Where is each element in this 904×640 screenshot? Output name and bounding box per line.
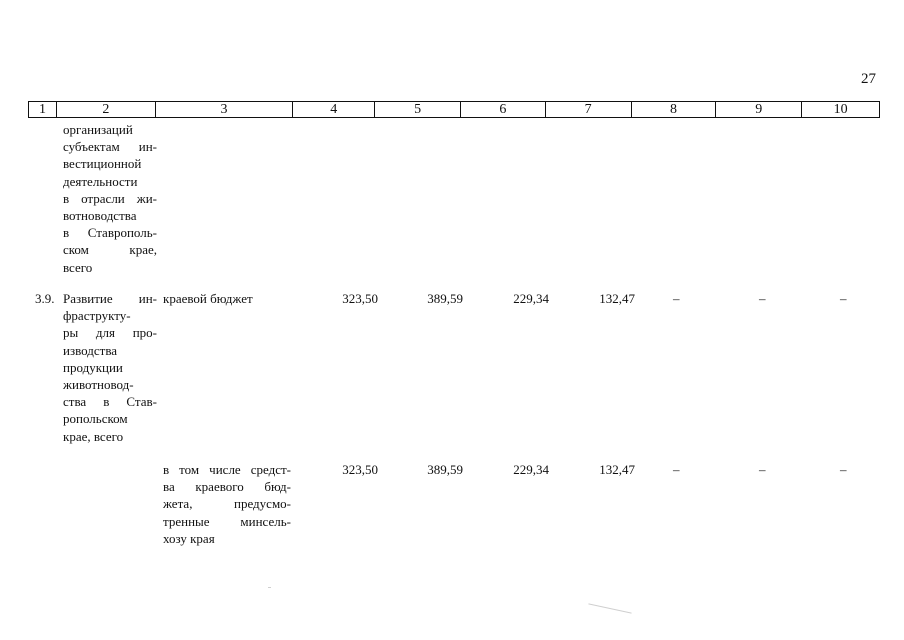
header-col-9: 9 [716, 102, 802, 117]
header-col-7: 7 [546, 102, 632, 117]
name-line: ропольском [63, 411, 128, 427]
sub-value-col-6: 229,34 [513, 462, 549, 477]
name-line: фраструкту- [63, 308, 131, 324]
dash-col-9: – [759, 291, 766, 306]
dash-col-8: – [673, 291, 680, 306]
value-col-6: 229,34 [513, 291, 549, 306]
value-col-5: 389,59 [427, 291, 463, 306]
item-number: 3.9. [35, 291, 55, 306]
header-col-2: 2 [57, 102, 156, 117]
continued-item-name [63, 121, 157, 276]
name-line: вотноводства [63, 208, 137, 224]
header-col-1: 1 [29, 102, 57, 117]
source-line: хозу края [163, 530, 215, 546]
source-line: в том числе средст- [163, 462, 291, 477]
name-line: ства в Став- [63, 394, 157, 410]
name-line: в Ставрополь- [63, 225, 157, 241]
name-line: вестиционной [63, 156, 142, 172]
value-col-7: 132,47 [599, 291, 635, 306]
value-col-4: 323,50 [342, 291, 378, 306]
scan-speck [588, 603, 631, 613]
sub-value-col-5: 389,59 [427, 462, 463, 477]
header-col-8: 8 [632, 102, 717, 117]
dash-col-10: – [840, 291, 847, 306]
page-number: 27 [861, 71, 876, 87]
header-col-3: 3 [156, 102, 294, 117]
source-line: ва краевого бюд- [163, 479, 291, 495]
name-line: животновод- [63, 377, 134, 393]
name-line: деятельности [63, 173, 138, 189]
name-line: ском крае, [63, 242, 157, 258]
header-col-5: 5 [375, 102, 461, 117]
table-header-row [28, 101, 880, 118]
name-line: изводства [63, 342, 118, 358]
sub-value-col-7: 132,47 [599, 462, 635, 477]
name-line: субъектам ин- [63, 139, 157, 155]
funding-source: краевой бюджет [163, 291, 253, 306]
sub-dash-col-8: – [673, 462, 680, 477]
name-line: в отрасли жи- [63, 190, 157, 206]
name-line: Развитие ин- [63, 291, 157, 306]
source-line: жета, предусмо- [163, 496, 291, 512]
name-line: всего [63, 259, 93, 275]
sub-dash-col-9: – [759, 462, 766, 477]
name-line: продукции [63, 359, 123, 375]
item-3-9-name [63, 290, 157, 445]
name-line: организаций [63, 122, 133, 137]
sub-funding-source [163, 461, 291, 547]
name-line: крае, всего [63, 428, 124, 444]
name-line: ры для про- [63, 325, 157, 341]
scan-speck [268, 587, 271, 588]
header-col-10: 10 [833, 102, 848, 117]
sub-value-col-4: 323,50 [342, 462, 378, 477]
source-line: тренные минсель- [163, 513, 291, 529]
header-col-6: 6 [461, 102, 546, 117]
header-col-4: 4 [293, 102, 375, 117]
sub-dash-col-10: – [840, 462, 847, 477]
